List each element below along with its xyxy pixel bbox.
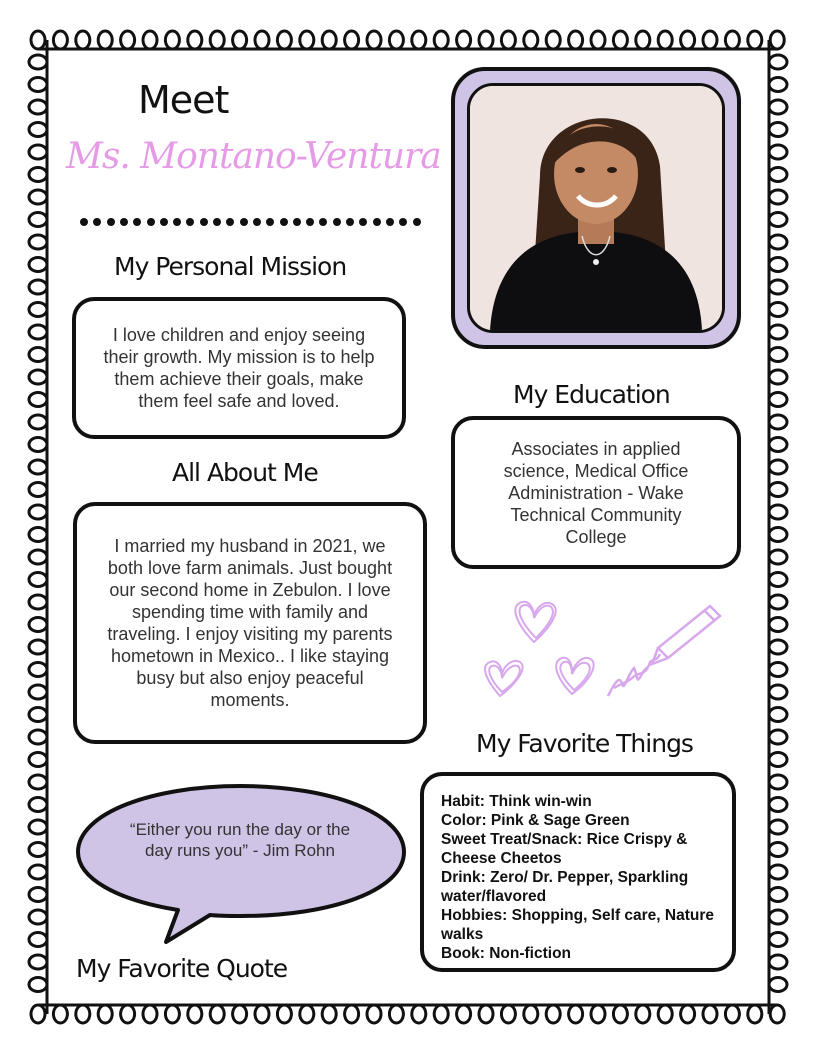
divider-dot (213, 218, 221, 226)
divider-dot (226, 218, 234, 226)
divider-dot (107, 218, 115, 226)
about-text: I married my husband in 2021, we both love farm animals. Just bought our second home in Zebulon. I love spending time with family and traveling. I enjoy visiting my parents hometown in Mexico.. I like staying busy but also enjoy peaceful moments. (107, 536, 393, 710)
divider-dot (266, 218, 274, 226)
divider-dot (80, 218, 88, 226)
favorite-item: Drink: Zero/ Dr. Pepper, Sparkling water/flavored (441, 869, 689, 905)
divider-dot (173, 218, 181, 226)
meet-heading: Meet (138, 78, 229, 122)
divider-dot (240, 218, 248, 226)
education-heading: My Education (513, 380, 670, 409)
favorites-box (420, 772, 736, 972)
hearts-doodle (478, 596, 728, 706)
divider-dot (346, 218, 354, 226)
quote-speech-bubble (70, 780, 412, 950)
favorite-item: Hobbies: Shopping, Self care, Nature walks (441, 907, 715, 943)
divider-dot (120, 218, 128, 226)
divider-dot (160, 218, 168, 226)
photo-frame (451, 67, 741, 349)
favorite-item: Book: Non-fiction (441, 945, 572, 962)
mission-text: I love children and enjoy seeing their growth. My mission is to help them achieve their goals, make them feel safe and loved. (103, 325, 375, 411)
teacher-name: Ms. Montano-Ventura (66, 136, 441, 177)
quote-heading: My Favorite Quote (76, 954, 288, 983)
divider-dot (373, 218, 381, 226)
mission-heading: My Personal Mission (114, 252, 347, 281)
divider-dot (186, 218, 194, 226)
divider-dot (413, 218, 421, 226)
divider-dot (293, 218, 301, 226)
divider-dot (359, 218, 367, 226)
divider-dot (280, 218, 288, 226)
education-box (451, 416, 741, 569)
divider-dot (200, 218, 208, 226)
mission-box (72, 297, 406, 439)
about-heading: All About Me (172, 458, 318, 487)
about-box (73, 502, 427, 744)
favorite-item: Sweet Treat/Snack: Rice Crispy & Cheese Cheetos (441, 831, 688, 867)
teacher-photo (467, 83, 725, 333)
divider-dot (386, 218, 394, 226)
education-text: Associates in applied science, Medical Office Administration - Wake Technical Community College (503, 438, 689, 547)
divider-dot (253, 218, 261, 226)
divider-dot (333, 218, 341, 226)
favorites-heading: My Favorite Things (476, 729, 693, 758)
divider-dot (306, 218, 314, 226)
quote-text: “Either you run the day or the day runs you” - Jim Rohn (129, 820, 351, 860)
dotted-divider (80, 216, 426, 228)
divider-dot (147, 218, 155, 226)
divider-dot (93, 218, 101, 226)
divider-dot (399, 218, 407, 226)
favorite-item: Color: Pink & Sage Green (441, 812, 630, 829)
divider-dot (319, 218, 327, 226)
favorite-item: Habit: Think win-win (441, 793, 592, 810)
divider-dot (133, 218, 141, 226)
